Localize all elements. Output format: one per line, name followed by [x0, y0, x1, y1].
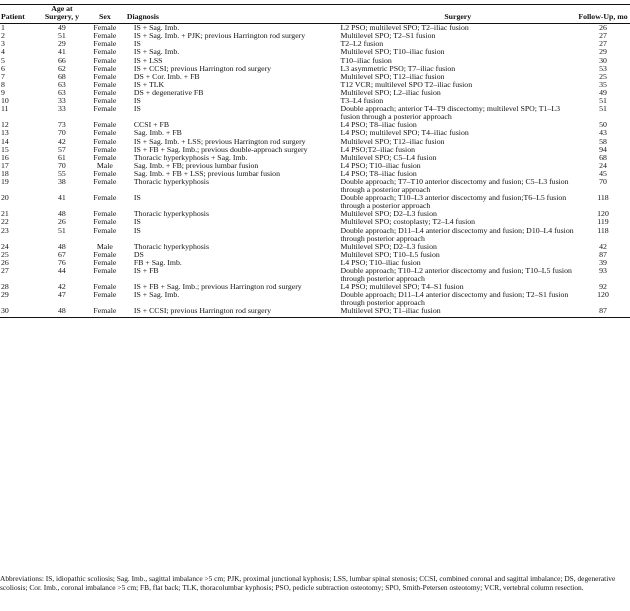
cell-followup: 27 [599, 39, 607, 49]
cell-sex: Female [93, 79, 117, 89]
cell-followup: 118 [597, 225, 609, 235]
cell-surgery: L4 PSO; multilevel SPO; T4–iliac fusion [340, 128, 469, 138]
cell-sex: Female [93, 193, 117, 203]
cell-diagnosis: IS [133, 104, 141, 114]
table-body [0, 24, 630, 317]
cell-diagnosis: Sag. Imb. + FB; previous lumbar fusion [133, 160, 259, 170]
cell-sex: Female [93, 225, 117, 235]
cell-age: 41 [58, 47, 66, 57]
cell-sex: Female [93, 23, 117, 33]
cell-surgery: T10–iliac fusion [340, 55, 392, 65]
cell-diagnosis: IS [133, 193, 141, 203]
cell-age: 41 [58, 193, 66, 203]
table-row [0, 291, 630, 307]
cell-surgery: Double approach; anterior T4–T9 discectomy; multilevel SPO; T1–L3 fusion through a posterior approach [340, 104, 560, 122]
cell-followup: 119 [597, 217, 609, 227]
cell-sex: Female [93, 104, 117, 114]
cell-diagnosis: Sag. Imb. + FB [133, 128, 182, 138]
cell-age: 48 [58, 209, 66, 219]
cell-diagnosis: Thoracic hyperkyphosis [133, 241, 209, 251]
cell-sex: Female [93, 152, 117, 162]
cell-diagnosis: Thoracic hyperkyphosis + Sag. Imb. [133, 152, 248, 162]
cell-sex: Female [93, 257, 117, 267]
cell-surgery: Multilevel SPO; T10–iliac fusion [340, 47, 445, 57]
cell-surgery: Multilevel SPO; T12–iliac fusion [340, 136, 445, 146]
cell-sex: Female [93, 266, 117, 275]
cell-surgery: Multilevel SPO; D2–L3 fusion [340, 209, 437, 219]
cell-age: 63 [58, 87, 66, 97]
cell-followup: 51 [599, 96, 607, 106]
cell-surgery: Multilevel SPO; T10–L5 fusion [340, 249, 440, 259]
cell-diagnosis: IS [133, 217, 141, 227]
cell-age: 63 [58, 79, 66, 89]
cell-surgery: L2 PSO; multilevel SPO; T2–iliac fusion [340, 23, 469, 33]
table-row [0, 267, 630, 283]
cell-surgery: Multilevel SPO; D2–L3 fusion [340, 241, 437, 251]
cell-diagnosis: IS + Sag. Imb. [133, 23, 180, 33]
cell-patient: 29 [1, 290, 9, 300]
cell-followup: 50 [599, 120, 607, 130]
cell-patient: 16 [1, 152, 9, 162]
cell-patient: 27 [1, 266, 9, 275]
cell-diagnosis: IS + FB + Sag. Imb.; previous Harrington rod surgery [133, 282, 302, 292]
cell-diagnosis: IS + TLK [133, 79, 165, 89]
cell-surgery: L3 asymmetric PSO; T7–iliac fusion [340, 63, 456, 73]
cell-followup: 30 [599, 55, 607, 65]
cell-followup: 29 [599, 47, 607, 57]
cell-followup: 25 [599, 71, 607, 81]
cell-followup: 27 [599, 31, 607, 41]
cell-age: 61 [58, 152, 66, 162]
cell-patient: 15 [1, 144, 9, 154]
cell-patient: 12 [1, 120, 9, 130]
cell-surgery: Double approach; T10–L2 anterior discectomy and fusion; T10–L5 fusion through posterior approach [340, 266, 572, 284]
cell-surgery: L4 PSO;T2–iliac fusion [340, 144, 415, 154]
cell-surgery: L4 PSO; T8–iliac fusion [340, 120, 417, 130]
cell-patient: 17 [1, 160, 9, 170]
cell-surgery: T12 VCR; multilevel SPO T2–iliac fusion [340, 79, 473, 89]
cell-diagnosis: CCSI + FB [133, 120, 170, 130]
table-row [0, 227, 630, 243]
cell-patient: 7 [1, 71, 5, 81]
cell-followup: 26 [599, 23, 607, 33]
cell-sex: Female [93, 290, 117, 300]
cell-diagnosis: FB + Sag. Imb. [133, 257, 182, 267]
cell-diagnosis: Thoracic hyperkyphosis [133, 209, 209, 219]
header-diagnosis: Diagnosis [126, 5, 340, 24]
cell-age: 42 [58, 136, 66, 146]
cell-followup: 24 [599, 160, 607, 170]
cell-patient: 25 [1, 249, 9, 259]
cell-surgery: Multilevel SPO; costoplasty; T2–L4 fusion [340, 217, 476, 227]
cell-patient: 28 [1, 282, 9, 292]
cell-followup: 120 [597, 290, 609, 300]
cell-age: 51 [58, 31, 66, 41]
cell-patient: 1 [1, 23, 5, 33]
cell-sex: Female [93, 39, 117, 49]
table-row [0, 105, 630, 121]
cell-age: 29 [58, 39, 66, 49]
cell-diagnosis: IS + Sag. Imb. + LSS; previous Harrington rod surgery [133, 136, 306, 146]
cell-age: 51 [58, 225, 66, 235]
cell-patient: 19 [1, 176, 9, 186]
cell-sex: Female [93, 71, 117, 81]
cell-followup: 51 [599, 104, 607, 114]
cell-patient: 5 [1, 55, 5, 65]
cell-age: 62 [58, 63, 66, 73]
cell-age: 33 [58, 104, 66, 114]
cell-diagnosis: DS [133, 249, 144, 259]
cell-age: 57 [58, 144, 66, 154]
table-row [0, 194, 630, 210]
cell-followup: 43 [599, 128, 607, 138]
cell-patient: 9 [1, 87, 5, 97]
cell-patient: 8 [1, 79, 5, 89]
cell-age: 26 [58, 217, 66, 227]
cell-patient: 24 [1, 241, 9, 251]
header-patient: Patient [0, 5, 40, 24]
cell-followup: 120 [597, 209, 609, 219]
header-surgery: Surgery [339, 5, 576, 24]
cell-surgery: T3–L4 fusion [340, 96, 384, 106]
cell-diagnosis: IS + Sag. Imb. [133, 47, 180, 57]
cell-sex: Female [93, 31, 117, 41]
cell-followup: 53 [599, 63, 607, 73]
cell-followup: 87 [576, 307, 630, 317]
cell-age: 68 [58, 71, 66, 81]
cell-patient: 22 [1, 217, 9, 227]
cell-diagnosis: IS [133, 39, 141, 49]
cell-surgery: L4 PSO; T8–iliac fusion [340, 168, 417, 178]
cell-surgery: Multilevel SPO; T1–iliac fusion [339, 307, 576, 317]
cell-patient: 4 [1, 47, 5, 57]
cell-surgery: Multilevel SPO; C5–L4 fusion [340, 152, 437, 162]
cell-followup: 92 [599, 282, 607, 292]
cell-diagnosis: IS + Sag. Imb. [133, 290, 180, 300]
cell-diagnosis: IS + Sag. Imb. + PJK; previous Harrington rod surgery [133, 31, 306, 41]
cell-sex: Female [93, 55, 117, 65]
cell-patient: 13 [1, 128, 9, 138]
cell-age: 67 [58, 249, 66, 259]
cell-diagnosis: IS + LSS [133, 55, 163, 65]
cell-diagnosis: DS + Cor. Imb. + FB [133, 71, 200, 81]
cell-surgery: Double approach; D11–L4 anterior discectomy and fusion; T2–S1 fusion through posterior approach [340, 290, 569, 308]
cell-patient: 3 [1, 39, 5, 49]
cell-patient: 26 [1, 257, 9, 267]
cell-patient: 23 [1, 225, 9, 235]
table-row [0, 307, 630, 317]
patient-table [0, 4, 630, 318]
cell-age: 76 [58, 257, 66, 267]
cell-patient: 21 [1, 209, 9, 219]
cell-surgery: T2–L2 fusion [340, 39, 384, 49]
table-footnote: Abbreviations: IS, idiopathic scoliosis; Sag. Imb., sagittal imbalance >5 cm; PJK, proximal junctional kyphosis; LSS, lumbar spinal stenosis; CCSI, combined coronal and sagittal imbalance; DS, degenerative scoliosis; Cor. Imb., coronal imbalance >5 cm; FB, flat back; TLK, thoracolumbar kyphosis; PSO, pedicle subtraction osteotomy; SPO, Smith-Petersen osteotomy; VCR, vertebral column resection. [0, 574, 616, 592]
cell-surgery: Multilevel SPO; T12–iliac fusion [340, 71, 445, 81]
cell-diagnosis: IS [133, 96, 141, 106]
cell-patient: 2 [1, 31, 5, 41]
cell-followup: 94 [599, 144, 607, 154]
table-row [0, 178, 630, 194]
cell-sex: Female [93, 282, 117, 292]
cell-sex: Female [93, 128, 117, 138]
cell-patient: 10 [1, 96, 9, 106]
cell-age: 48 [58, 241, 66, 251]
cell-diagnosis: Thoracic hyperkyphosis [133, 176, 209, 186]
cell-followup: 68 [599, 152, 607, 162]
cell-age: 42 [58, 282, 66, 292]
cell-surgery: L4 PSO; T10–iliac fusion [340, 160, 421, 170]
cell-sex: Male [96, 160, 113, 170]
cell-diagnosis: IS [133, 225, 141, 235]
cell-sex: Female [93, 217, 117, 227]
header-age: Age at Surgery, y [40, 5, 84, 24]
cell-age: 47 [58, 290, 66, 300]
table-row [0, 154, 630, 162]
cell-followup: 42 [599, 241, 607, 251]
cell-surgery: Double approach; T10–L3 anterior discectomy and fusion;T6–L5 fusion through a posterior approach [340, 193, 567, 211]
header-row [0, 5, 630, 24]
cell-surgery: L4 PSO; T10–iliac fusion [340, 257, 421, 267]
cell-followup: 118 [597, 193, 609, 203]
cell-diagnosis: IS + FB [133, 266, 159, 275]
cell-patient: 6 [1, 63, 5, 73]
cell-age: 66 [58, 55, 66, 65]
header-followup: Follow-Up, mo [576, 5, 630, 24]
cell-patient: 11 [1, 104, 9, 114]
cell-patient: 20 [1, 193, 9, 203]
table-header [0, 5, 630, 24]
cell-patient: 30 [0, 307, 40, 317]
cell-diagnosis: DS + degenerative FB [133, 87, 204, 97]
cell-sex: Female [93, 47, 117, 57]
cell-sex: Female [93, 120, 117, 130]
cell-age: 70 [58, 160, 66, 170]
cell-age: 70 [58, 128, 66, 138]
cell-followup: 58 [599, 136, 607, 146]
cell-diagnosis: IS + CCSI; previous Harrington rod surgery [126, 307, 340, 317]
cell-sex: Female [93, 209, 117, 219]
cell-sex: Female [93, 136, 117, 146]
cell-surgery: Multilevel SPO; T2–S1 fusion [340, 31, 436, 41]
cell-sex: Female [84, 307, 126, 317]
header-sex: Sex [84, 5, 126, 24]
cell-surgery: Double approach; D11–L4 anterior discectomy and fusion; D10–L4 fusion through posterior approach [340, 225, 574, 243]
cell-sex: Female [93, 168, 117, 178]
cell-sex: Female [93, 144, 117, 154]
cell-sex: Female [93, 96, 117, 106]
cell-age: 38 [58, 176, 66, 186]
cell-followup: 39 [599, 257, 607, 267]
cell-followup: 87 [599, 249, 607, 259]
cell-followup: 93 [599, 266, 607, 275]
cell-age: 44 [58, 266, 66, 275]
cell-followup: 35 [599, 79, 607, 89]
cell-diagnosis: IS + FB + Sag. Imb.; previous double-approach surgery [133, 144, 308, 154]
cell-patient: 18 [1, 168, 9, 178]
cell-followup: 45 [599, 168, 607, 178]
cell-sex: Female [93, 249, 117, 259]
cell-surgery: L4 PSO; multilevel SPO; T4–S1 fusion [340, 282, 464, 292]
cell-age: 49 [58, 23, 66, 33]
cell-age: 33 [58, 96, 66, 106]
cell-sex: Female [93, 87, 117, 97]
cell-diagnosis: IS + CCSI; previous Harrington rod surgery [133, 63, 272, 73]
cell-surgery: Double approach; T7–T10 anterior discectomy and fusion; C5–L3 fusion through a posterior approach [340, 176, 569, 195]
cell-age: 55 [58, 168, 66, 178]
cell-followup: 70 [599, 176, 607, 186]
cell-patient: 14 [1, 136, 9, 146]
cell-age: 48 [40, 307, 84, 317]
cell-followup: 49 [599, 87, 607, 97]
cell-sex: Male [96, 241, 113, 251]
cell-age: 73 [58, 120, 66, 130]
cell-diagnosis: Sag. Imb. + FB + LSS; previous lumbar fusion [133, 168, 280, 178]
cell-surgery: Multilevel SPO; L2–iliac fusion [340, 87, 441, 97]
cell-sex: Female [93, 63, 117, 73]
cell-sex: Female [93, 176, 117, 186]
